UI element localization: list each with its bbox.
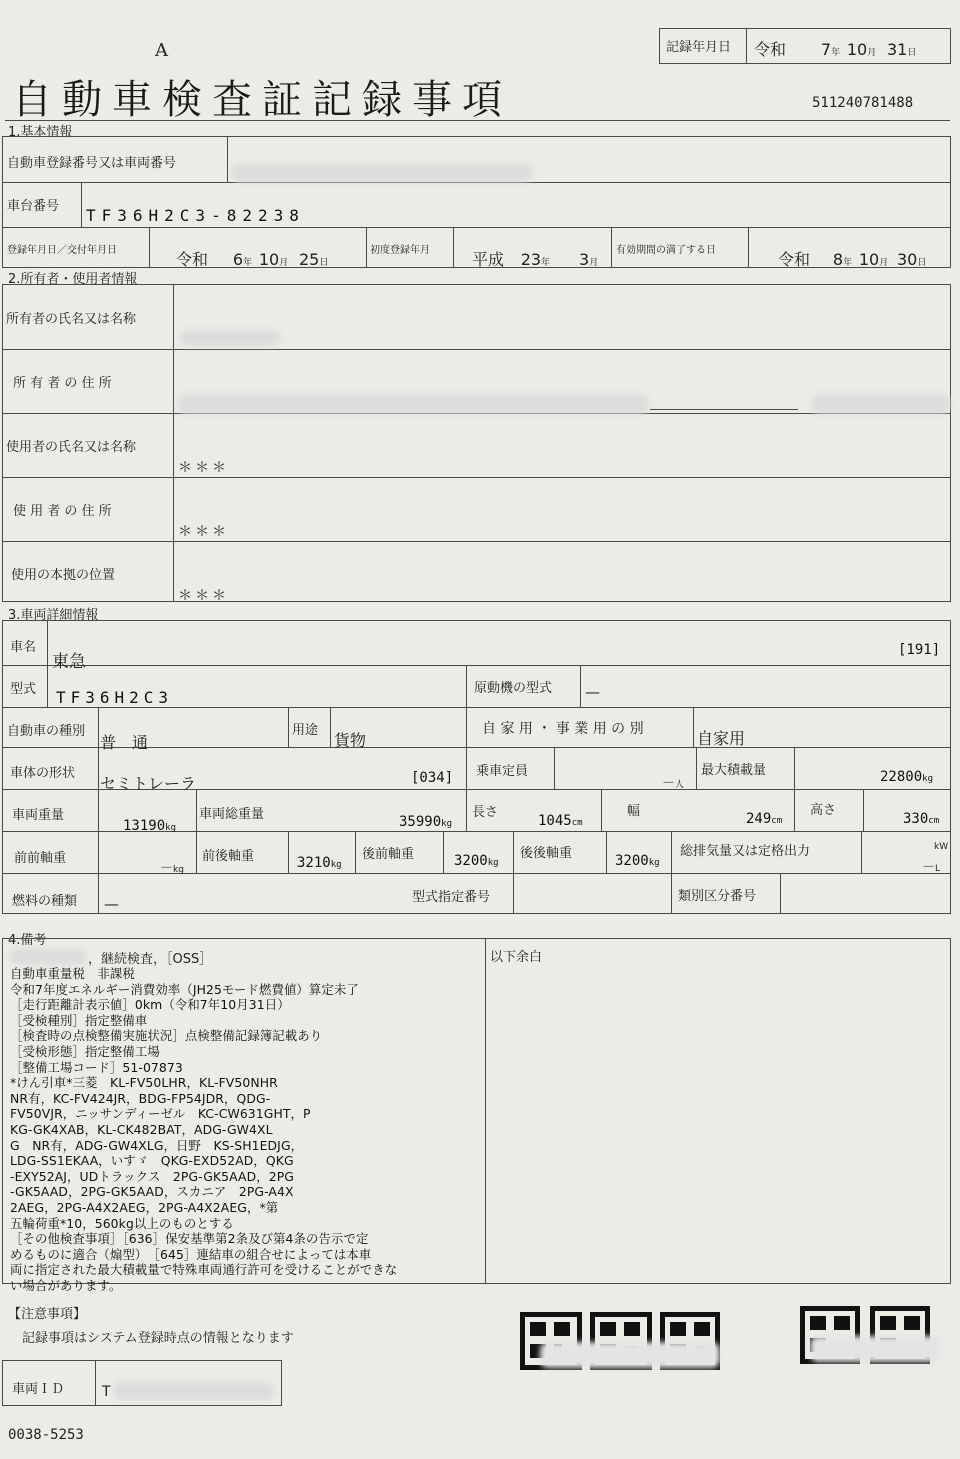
gross-weight-label: 車両総重量 (199, 807, 265, 822)
body-shape-label: 車体の形状 (10, 766, 76, 781)
base-location-label: 使用の本拠の位置 (11, 568, 116, 583)
vehicle-id-redacted (114, 1382, 274, 1400)
rf-axle-label: 後前軸重 (362, 847, 415, 862)
chassis-label: 車台番号 (7, 199, 60, 214)
height-label: 高さ (810, 803, 837, 818)
engine-model-label: 原動機の型式 (474, 681, 553, 696)
owner-address-redacted-2 (812, 394, 950, 414)
length-label: 長さ (472, 805, 499, 820)
use-value: 貨物 (334, 731, 367, 750)
private-business-value: 自家用 (697, 729, 746, 748)
vehicle-id-label: 車両ＩＤ (12, 1382, 65, 1397)
user-name-label: 使用者の氏名又は名称 (6, 440, 137, 455)
remarks-right-note: 以下余白 (490, 950, 543, 965)
use-label: 用途 (292, 723, 319, 738)
model-label: 型式 (10, 682, 37, 697)
owner-info-table (2, 284, 951, 602)
body-shape-value: セミトレーラ (100, 774, 197, 793)
weight-label: 車両重量 (12, 808, 65, 823)
form-type-mark: A (155, 40, 168, 61)
gross-weight-value: 35990kg (399, 814, 452, 830)
remarks-body: 自動車重量税 非課税 令和7年度エネルギー消費効率（JH25モード燃費値）算定未了 ［走行距離計表示値］0km（令和7年10月31日） ［受検種別］指定整備車 ［検査時の点検整備実施状況］点検整備記録簿記載あり ［受検形態］指定整備工場 ［整備工場コード］51-07873 *けん引車*三菱 KL-FV50LHR，KL-FV50NHR NR有，KC-FV424JR，BDG-FP54JDR，QDG- FV50VJR，ニッサンディーゼル KC-CW631GHT，P KG-GK4XAB，KL-CK482BAT，ADG-GW4XL G NR有，ADG-GW4XLG，日野 KS-SH1EDJG， LDG-SS1EKAA，いすゞ QKG-EXD52AD，QKG -EXY52AJ，UDトラックス 2PG-GK5AAD，2PG -GK5AAD，2PG-GK5AAD，スカニア 2PG-A4X 2AEG，2PG-A4X2AEG，2PG-A4X2AEG，*第 五輪荷重*10，560kg以上のものとする ［その他検査事項］［636］保安基準第2条及び第4条の告示で定 めるものに適合（煽型） ［645］連結車の組合せによっては本車 両に指定された最大積載量で特殊車両通行許可を受けることができな い場合があります。 (10, 966, 398, 1293)
displacement-label: 総排気量又は定格出力 (680, 844, 811, 859)
type-designation-label: 型式指定番号 (412, 890, 491, 905)
section-vehicle-heading: 3.車両詳細情報 (8, 608, 99, 623)
first-reg-value: 平成 23年 3月 (472, 250, 599, 269)
capacity-value: －人 (662, 776, 685, 791)
record-date-box (659, 28, 951, 64)
chassis-number: TF36H2C3-82238 (86, 206, 305, 225)
reg-date-value: 令和 6年 10月 25日 (176, 250, 329, 269)
max-load-value: 22800kg (880, 769, 933, 785)
user-address-label: 使 用 者 の 住 所 (13, 504, 112, 519)
displacement-unit-kw: kW (934, 842, 949, 852)
fuel-value: — (104, 895, 119, 913)
record-date-label: 記録年月日 (666, 40, 732, 55)
owner-address-redacted (178, 394, 648, 414)
expiry-value: 令和 8年 10月 30日 (778, 250, 927, 269)
qr-redacted-right (810, 1336, 940, 1362)
section-basic-heading: 1.基本情報 (8, 125, 73, 140)
displacement-value: －L (922, 860, 941, 875)
remarks-redacted (10, 949, 86, 965)
capacity-label: 乗車定員 (476, 764, 529, 779)
make-label: 車名 (10, 640, 37, 655)
owner-address-label: 所 有 者 の 住 所 (13, 376, 112, 391)
rr-axle-value: 3200kg (615, 853, 660, 869)
section-remarks-heading: 4.備考 (8, 933, 47, 948)
qr-redacted-left (540, 1342, 720, 1368)
reg-number-label: 自動車登録番号又は車両番号 (7, 156, 177, 171)
reg-number-redacted (232, 164, 532, 182)
private-business-label: 自 家 用 ・ 事 業 用 の 別 (482, 721, 644, 737)
owner-name-redacted (180, 330, 280, 346)
weight-value: 13190kg (123, 818, 176, 834)
fuel-label: 燃料の種類 (12, 894, 78, 909)
remarks-first-line: ，継続検査，［OSS］ (88, 952, 213, 967)
category-label: 自動車の種別 (7, 724, 86, 739)
base-location: ＊＊＊ (178, 588, 229, 604)
class-number-label: 類別区分番号 (678, 889, 757, 904)
body-shape-code: [034] (411, 770, 454, 786)
width-label: 幅 (627, 804, 641, 819)
fr-axle-label: 前後軸重 (202, 849, 255, 864)
user-name: ＊＊＊ (178, 460, 229, 476)
notice-heading: 【注意事項】 (8, 1307, 87, 1322)
document-number: 511240781488 (812, 95, 914, 111)
engine-model-value: — (585, 683, 600, 701)
notice-text: 記録事項はシステム登録時点の情報となります (22, 1331, 294, 1346)
rf-axle-value: 3200kg (454, 853, 499, 869)
user-address: ＊＊＊ (178, 524, 229, 540)
record-date-value: 令和 7年 10月 31日 (754, 40, 917, 59)
model-value: TF36H2C3 (56, 688, 174, 707)
fr-axle-value: 3210kg (297, 855, 342, 871)
make-code: [191] (898, 642, 941, 658)
length-value: 1045cm (538, 813, 583, 829)
document-title: 自動車検査証記録事項 (12, 77, 512, 123)
first-reg-label: 初度登録年月 (370, 245, 430, 256)
rr-axle-label: 後後軸重 (520, 846, 573, 861)
ff-axle-label: 前前軸重 (14, 851, 67, 866)
width-value: 249cm (746, 811, 783, 827)
height-value: 330cm (903, 811, 940, 827)
max-load-label: 最大積載量 (701, 763, 767, 778)
expiry-label: 有効期間の満了する日 (616, 245, 716, 256)
make-value: 東急 (52, 652, 86, 672)
footer-code: 0038-5253 (8, 1427, 84, 1443)
section-owner-heading: 2.所有者・使用者情報 (8, 272, 138, 287)
reg-date-label: 登録年月日／交付年月日 (7, 245, 117, 256)
category-value: 普 通 (100, 733, 149, 752)
owner-name-label: 所有者の氏名又は名称 (6, 312, 137, 327)
vehicle-id-prefix: T (102, 1384, 111, 1400)
ff-axle-value: －kg (160, 861, 184, 876)
